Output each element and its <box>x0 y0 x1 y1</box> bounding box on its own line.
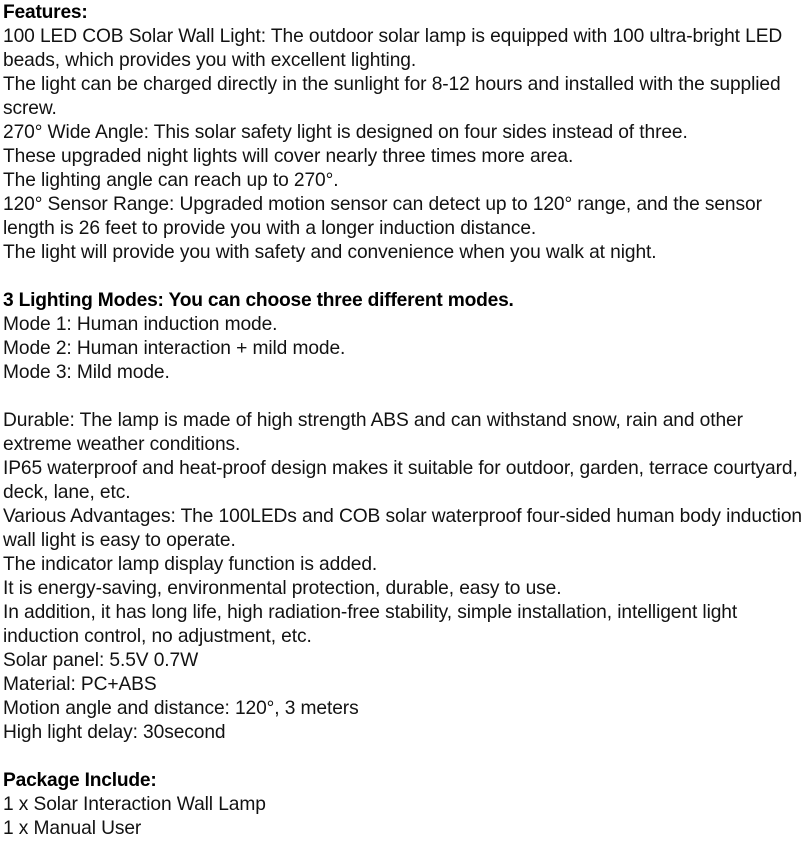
spec-line-material: Material: PC+ABS <box>3 674 157 695</box>
spec-line-indicator-lamp: The indicator lamp display function is added. <box>3 554 378 575</box>
lighting-modes-heading: 3 Lighting Modes: You can choose three different modes. <box>3 290 514 311</box>
section-features <box>3 1 802 265</box>
package-item-1: 1 x Solar Interaction Wall Lamp <box>3 794 266 815</box>
spec-line-in-addition: In addition, it has long life, high radiation-free stability, simple installation, intelligent light induction control, no adjustment, etc. <box>3 602 738 647</box>
package-item-2: 1 x Manual User <box>3 818 142 839</box>
spec-line-various-advantages: Various Advantages: The 100LEDs and COB solar waterproof four-sided human body induction wall light is easy to operate. <box>3 506 802 551</box>
features-line-2: The light can be charged directly in the sunlight for 8-12 hours and installed with the supplied screw. <box>3 74 781 119</box>
spec-line-durable: Durable: The lamp is made of high strength ABS and can withstand snow, rain and other extreme weather conditions. <box>3 410 743 455</box>
section-gap-3 <box>3 745 802 769</box>
spec-line-solar-panel: Solar panel: 5.5V 0.7W <box>3 650 199 671</box>
lighting-mode-2: Mode 2: Human interaction + mild mode. <box>3 338 346 359</box>
spec-line-waterproof: IP65 waterproof and heat-proof design makes it suitable for outdoor, garden, terrace courtyard, deck, lane, etc. <box>3 458 798 503</box>
spec-line-light-delay: High light delay: 30second <box>3 722 226 743</box>
features-line-6: 120° Sensor Range: Upgraded motion sensor can detect up to 120° range, and the sensor length is 26 feet to provide you with a longer induction distance. <box>3 194 762 239</box>
package-include-heading: Package Include: <box>3 770 157 791</box>
features-line-4: These upgraded night lights will cover nearly three times more area. <box>3 146 574 167</box>
lighting-mode-3: Mode 3: Mild mode. <box>3 362 170 383</box>
section-gap-1 <box>3 265 802 289</box>
features-line-7: The light will provide you with safety and convenience when you walk at night. <box>3 242 657 263</box>
spec-line-energy-saving: It is energy-saving, environmental protection, durable, easy to use. <box>3 578 562 599</box>
features-line-3: 270° Wide Angle: This solar safety light is designed on four sides instead of three. <box>3 122 688 143</box>
spec-line-motion-angle: Motion angle and distance: 120°, 3 meters <box>3 698 359 719</box>
section-gap-2 <box>3 385 802 409</box>
section-durability-specs <box>3 409 802 745</box>
section-lighting-modes <box>3 289 802 385</box>
features-line-1: 100 LED COB Solar Wall Light: The outdoor solar lamp is equipped with 100 ultra-bright LED beads, which provides you with excellent lighting. <box>3 26 783 71</box>
features-heading: Features: <box>3 2 88 23</box>
features-line-5: The lighting angle can reach up to 270°. <box>3 170 339 191</box>
section-package-include <box>3 769 802 841</box>
lighting-mode-1: Mode 1: Human induction mode. <box>3 314 278 335</box>
